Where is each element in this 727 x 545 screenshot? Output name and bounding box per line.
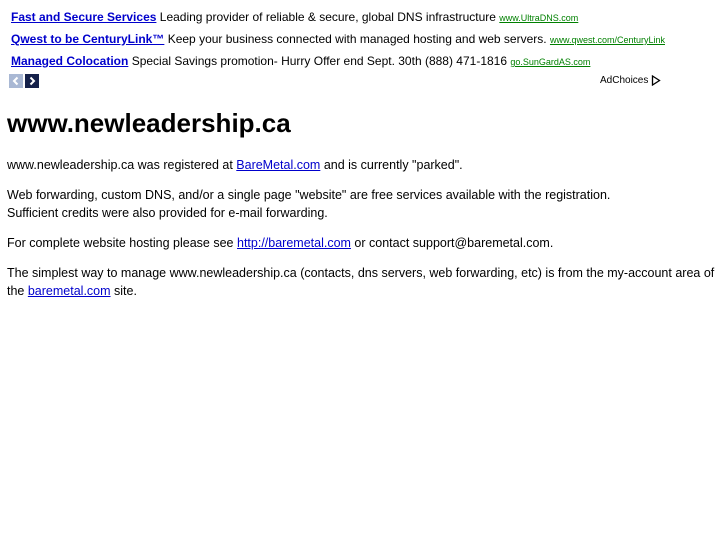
services-paragraph <box>7 186 717 222</box>
manage-paragraph <box>7 264 717 300</box>
registration-text: www.newleadership.ca was registered at <box>7 158 237 172</box>
hosting-text: For complete website hosting please see <box>7 236 237 250</box>
email-credits-text: Sufficient credits were also provided for e-mail forwarding. <box>7 206 328 220</box>
adchoices-icon <box>651 75 661 86</box>
chevron-left-icon <box>11 76 21 86</box>
ad-description: Leading provider of reliable & secure, global DNS infrastructure <box>159 10 496 24</box>
registration-paragraph <box>7 156 717 174</box>
parked-text: and is currently "parked". <box>320 158 463 172</box>
ad-title-link[interactable]: Qwest to be CenturyLink™ <box>11 32 165 46</box>
adchoices-link[interactable] <box>600 75 661 86</box>
chevron-right-icon <box>27 76 37 86</box>
manage-text: The simplest way to manage www.newleadership.ca (contacts, dns servers, web forwarding, etc) is from the my-account area of the <box>7 266 715 298</box>
ad-next-button[interactable] <box>25 74 39 88</box>
page-title: www.newleadership.ca <box>7 108 291 138</box>
ad-block <box>11 8 666 74</box>
services-text: Web forwarding, custom DNS, and/or a single page "website" are free services available with the registration. <box>7 188 611 202</box>
ad-url-link[interactable]: go.SunGardAS.com <box>510 57 591 67</box>
ad-description: Special Savings promotion- Hurry Offer end Sept. 30th (888) 471-1816 <box>131 54 508 68</box>
adchoices-label: AdChoices <box>600 75 649 86</box>
baremetal-url-link[interactable]: http://baremetal.com <box>237 236 351 250</box>
baremetal-site-link[interactable]: baremetal.com <box>27 284 111 298</box>
ad-title-link[interactable]: Fast and Secure Services <box>11 10 157 24</box>
site-text: site. <box>110 284 137 298</box>
ad-row <box>11 30 666 52</box>
ad-url-link[interactable]: www.UltraDNS.com <box>499 13 579 23</box>
ad-row <box>11 52 666 74</box>
ad-prev-button[interactable] <box>9 74 23 88</box>
ad-navigation <box>9 74 39 88</box>
baremetal-link[interactable]: BareMetal.com <box>236 158 321 172</box>
ad-title-link[interactable]: Managed Colocation <box>11 54 129 68</box>
main-content <box>7 156 717 312</box>
ad-url-link[interactable]: www.qwest.com/CenturyLink <box>549 35 665 45</box>
contact-text: or contact support@baremetal.com. <box>350 236 554 250</box>
ad-description: Keep your business connected with managed hosting and web servers. <box>167 32 547 46</box>
hosting-paragraph <box>7 234 717 252</box>
ad-row <box>11 8 666 30</box>
